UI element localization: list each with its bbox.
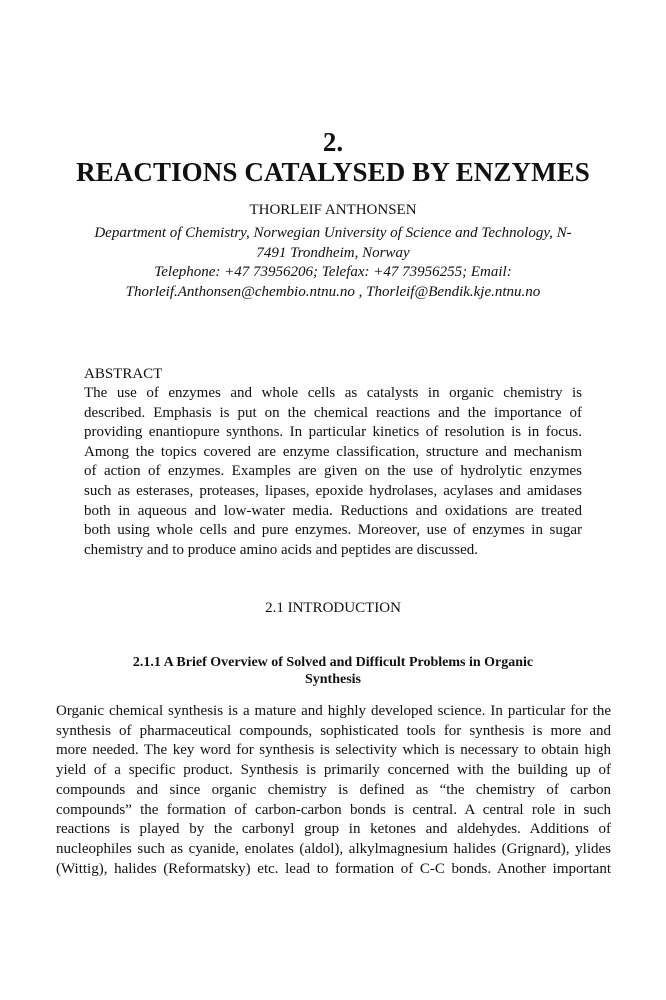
chapter-title: REACTIONS CATALYSED BY ENZYMES <box>76 157 590 187</box>
author-name: THORLEIF ANTHONSEN <box>249 202 417 218</box>
subsection-heading <box>84 654 582 688</box>
subsection-heading-line: Synthesis <box>304 672 362 687</box>
abstract-line: such as esterases, proteases, lipases, epoxide hydrolases, acylases and amidases <box>84 482 582 499</box>
abstract-paragraph <box>84 384 582 560</box>
chapter-number: 2. <box>322 127 344 157</box>
affiliation-line: Department of Chemistry, Norwegian University of Science and Technology, N- <box>94 225 572 241</box>
abstract-line: chemistry and to produce amino acids and peptides are discussed. <box>84 541 479 558</box>
body-line: (Wittig), halides (Reformatsky) etc. lead to formation of C-C bonds. Another important <box>56 860 611 877</box>
section-heading <box>0 599 666 617</box>
abstract-line: both in aqueous and low-water media. Reductions and oxidations are treated <box>84 502 582 519</box>
body-line: yield of a specific product. Synthesis is primarily concerned with the building up of <box>56 762 611 779</box>
abstract-line: of action of enzymes. Examples are given on the use of hydrolytic enzymes <box>84 463 582 480</box>
body-line: reactions is played by the carbonyl group in ketones and aldehydes. Additions of <box>56 821 611 838</box>
author-affiliation <box>84 224 582 302</box>
body-paragraph <box>56 702 611 879</box>
body-line: nucleophiles such as cyanide, enolates (aldol), alkylmagnesium halides (Grignard), ylides <box>56 840 611 857</box>
abstract-heading: ABSTRACT <box>84 366 163 382</box>
subsection-heading-line: 2.1.1 A Brief Overview of Solved and Difficult Problems in Organic <box>132 655 534 670</box>
body-line: compounds” the formation of carbon-carbon bonds is central. A central role in such <box>56 801 611 818</box>
section-heading-text: 2.1 INTRODUCTION <box>265 600 401 616</box>
abstract-line: The use of enzymes and whole cells as catalysts in organic chemistry is <box>84 385 582 401</box>
abstract-line: described. Emphasis is put on the chemical reactions and the importance of <box>84 404 582 421</box>
body-line: synthesis of pharmaceutical compounds, sophisticated tools for synthesis is more and <box>56 722 611 739</box>
abstract-line: both using whole cells and pure enzymes. Moreover, use of enzymes in sugar <box>84 522 582 539</box>
affiliation-line: 7491 Trondheim, Norway <box>256 244 410 261</box>
affiliation-line: Thorleif.Anthonsen@chembio.ntnu.no , Thorleif@Bendik.kje.ntnu.no <box>125 283 541 300</box>
body-line: more needed. The key word for synthesis is selectivity which is necessary to obtain high <box>56 742 611 759</box>
abstract-line: providing enantiopure synthons. In particular kinetics of resolution is in focus. <box>84 424 582 441</box>
body-line: compounds and since organic chemistry is defined as “the chemistry of carbon <box>56 781 611 798</box>
body-line: Organic chemical synthesis is a mature and highly developed science. In particular for the <box>56 703 611 719</box>
affiliation-line: Telephone: +47 73956206; Telefax: +47 73956255; Email: <box>154 264 512 280</box>
abstract-line: Among the topics covered are enzyme classification, structure and mechanism <box>84 443 582 460</box>
